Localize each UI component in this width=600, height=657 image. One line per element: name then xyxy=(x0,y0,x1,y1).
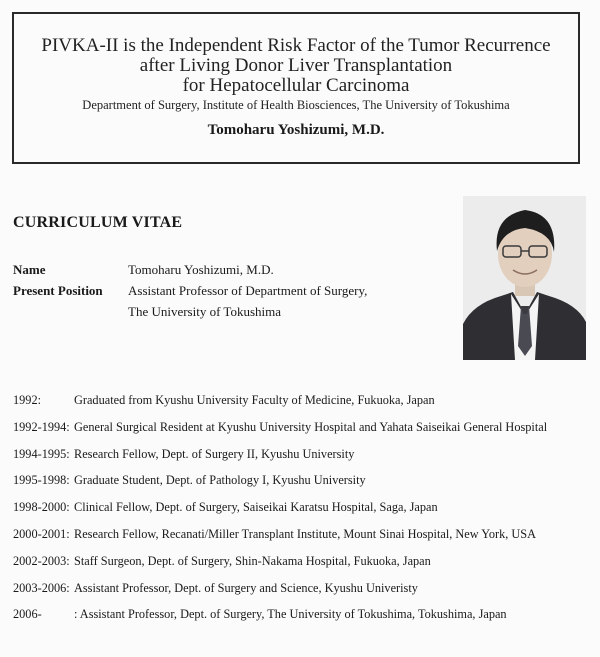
history-row xyxy=(13,393,547,420)
history-year: 1992-1994: xyxy=(13,419,70,434)
history-year: 1995-1998: xyxy=(13,473,70,488)
name-row xyxy=(13,259,367,280)
history-text: Staff Surgeon, Dept. of Surgery, Shin-Nakama Hospital, Fukuoka, Japan xyxy=(74,553,431,568)
title-box xyxy=(12,12,580,164)
department: Department of Surgery, Institute of Health Biosciences, The University of Tokushima xyxy=(82,98,510,112)
history-year: 1998-2000: xyxy=(13,500,70,515)
history-row xyxy=(13,420,547,447)
history-text: Graduate Student, Dept. of Pathology I, Kyushu University xyxy=(74,473,366,488)
title-line-3: for Hepatocellular Carcinoma xyxy=(182,75,410,96)
history-row xyxy=(13,527,547,554)
history-year: 1994-1995: xyxy=(13,446,70,461)
info-block xyxy=(13,259,367,322)
history-text: Clinical Fellow, Dept. of Surgery, Saiseikai Karatsu Hospital, Saga, Japan xyxy=(74,500,438,515)
author: Tomoharu Yoshizumi, M.D. xyxy=(207,122,385,138)
history-row xyxy=(13,447,547,474)
history-text: Research Fellow, Recanati/Miller Transplant Institute, Mount Sinai Hospital, New York, USA xyxy=(74,526,537,541)
position-line-1: Assistant Professor of Department of Surgery, xyxy=(128,283,368,298)
history-row xyxy=(13,581,547,608)
position-value xyxy=(128,280,367,322)
history-text: Assistant Professor, Dept. of Surgery and Science, Kyushu Univeristy xyxy=(74,580,418,595)
history-year: 2006- xyxy=(13,607,42,622)
history-text: : Assistant Professor, Dept. of Surgery, The University of Tokushima, Tokushima, Japan xyxy=(74,607,507,622)
history-year: 2002-2003: xyxy=(13,553,70,568)
history-row xyxy=(13,473,547,500)
position-label: Present Position xyxy=(13,283,103,298)
history-text: Research Fellow, Dept. of Surgery II, Kyushu University xyxy=(74,446,355,461)
name-value: Tomoharu Yoshizumi, M.D. xyxy=(128,262,274,277)
career-history xyxy=(13,393,547,634)
history-year: 2000-2001: xyxy=(13,526,70,541)
title-line-1: PIVKA-II is the Independent Risk Factor of the Tumor Recurrence xyxy=(41,35,551,56)
history-year: 1992: xyxy=(13,393,42,407)
history-year: 2003-2006: xyxy=(13,580,70,595)
history-row xyxy=(13,500,547,527)
history-row xyxy=(13,607,547,634)
position-row xyxy=(13,280,367,322)
title xyxy=(14,36,578,96)
title-line-2: after Living Donor Liver Transplantation xyxy=(139,55,453,76)
name-label: Name xyxy=(13,262,46,277)
position-line-2: The University of Tokushima xyxy=(128,304,282,319)
cv-heading: CURRICULUM VITAE xyxy=(13,214,183,231)
history-row xyxy=(13,554,547,581)
history-text: General Surgical Resident at Kyushu University Hospital and Yahata Saiseikai General Hospital xyxy=(74,419,548,434)
portrait-photo xyxy=(463,196,586,360)
history-text: Graduated from Kyushu University Faculty of Medicine, Fukuoka, Japan xyxy=(74,393,435,407)
